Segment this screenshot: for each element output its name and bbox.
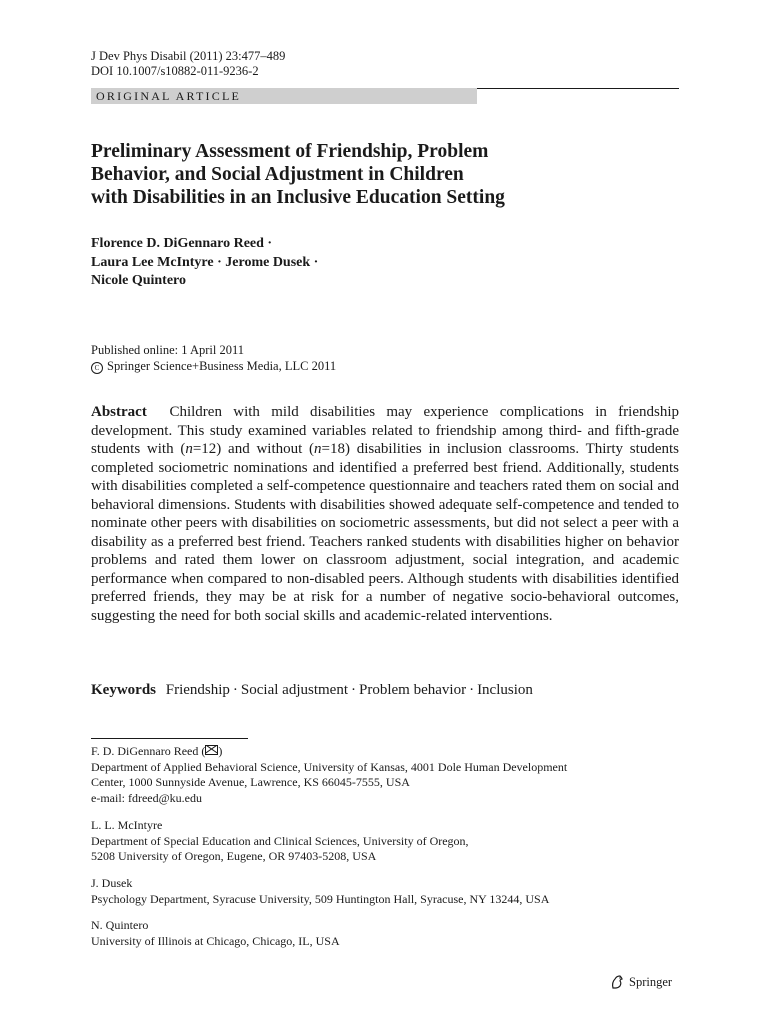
- footnote-affiliation: 5208 University of Oregon, Eugene, OR 97403-5208, USA: [91, 849, 377, 863]
- author-line: Nicole Quintero: [91, 273, 187, 288]
- footnote-name: L. L. McIntyre: [91, 818, 163, 832]
- author-line: Laura Lee McIntyre · Jerome Dusek ·: [91, 254, 319, 270]
- keyword: Social adjustment: [240, 682, 348, 698]
- author-line: Florence D. DiGennaro Reed ·: [91, 236, 273, 251]
- footnote-author-3: [91, 876, 691, 907]
- keyword-separator: ·: [232, 682, 238, 698]
- abstract-text: Children with mild disabilities may experience complications in friendship development. This study examined variables related to friendship among third- and fifth-grade students with (: [91, 404, 679, 457]
- abstract: [91, 403, 679, 625]
- keyword-separator: ·: [469, 682, 475, 698]
- keywords-heading: Keywords: [91, 682, 156, 698]
- footnote-affiliation: Psychology Department, Syracuse University, 509 Huntington Hall, Syracuse, NY 13244, USA: [91, 891, 550, 906]
- springer-horse-icon: [609, 974, 625, 990]
- title-line: Behavior, and Social Adjustment in Children: [91, 164, 464, 185]
- footnote-author-1: [91, 744, 691, 806]
- keywords: [91, 681, 533, 699]
- footnote-author-2: [91, 818, 691, 865]
- keyword: Problem behavior: [359, 682, 467, 698]
- footnote-affiliation: Center, 1000 Sunnyside Avenue, Lawrence, KS 66045-7555, USA: [91, 775, 410, 789]
- paper-title: [91, 140, 651, 209]
- envelope-icon: [205, 745, 218, 755]
- keyword: Inclusion: [477, 682, 533, 698]
- footnote-name-text: F. D. DiGennaro Reed (: [91, 744, 206, 758]
- journal-citation: J Dev Phys Disabil (2011) 23:477–489: [91, 49, 286, 63]
- header-rule: [477, 88, 679, 89]
- publisher-name: Springer: [629, 975, 673, 989]
- footnote-affiliation: Department of Special Education and Clinical Sciences, University of Oregon,: [91, 833, 469, 848]
- abstract-heading: Abstract: [91, 404, 147, 420]
- keyword-separator: ·: [351, 682, 356, 698]
- footnote-name-close: ): [218, 744, 223, 758]
- abstract-text: =18) disabilities in inclusion classrooms. Thirty students completed sociometric nominations and identified a preferred best friend. Additionally, students with disabilities completed a self-competence questionnaire and teachers rated them on social and behavioral dimensions. Students with disabilities showed adequate self-competence and tended to nominate other peers with disabilities on sociometric assessments, but did not select a peer with a disability as a preferred best friend. Teachers ranked students with disabilities higher on behavior problems and rated them lower on classroom adjustment, social integration, and academic performance when compared to non-disabled peers. Although students with disabilities identified preferred friends, they may be at risk for a number of negative socio-behavioral outcomes, suggesting the need for both social skills and academic-related interventions.: [91, 441, 679, 624]
- publisher-logo: [609, 974, 672, 990]
- footnote-affiliation: Department of Applied Behavioral Science, University of Kansas, 4001 Dole Human Development: [91, 759, 568, 774]
- publication-info: [91, 343, 336, 374]
- keyword: Friendship: [165, 682, 230, 698]
- footnote-email[interactable]: e-mail: fdreed@ku.edu: [91, 790, 203, 805]
- title-line: Preliminary Assessment of Friendship, Problem: [91, 141, 489, 162]
- footnote-name: [91, 744, 691, 760]
- copyright-text: Springer Science+Business Media, LLC 2011: [107, 358, 337, 373]
- author-list: [91, 235, 318, 291]
- abstract-text: =12) and without (: [192, 441, 315, 457]
- copyright-icon: C: [91, 362, 103, 374]
- footnote-name: N. Quintero: [91, 918, 149, 932]
- abstract-variable: n: [185, 441, 193, 457]
- footnote-name: J. Dusek: [91, 876, 133, 890]
- footnote-affiliation: University of Illinois at Chicago, Chicago, IL, USA: [91, 933, 340, 948]
- abstract-variable: n: [314, 441, 322, 457]
- footnote-rule: [91, 738, 248, 739]
- copyright-line: [91, 359, 336, 375]
- title-line: with Disabilities in an Inclusive Education Setting: [91, 187, 505, 208]
- doi: DOI 10.1007/s10882-011-9236-2: [91, 64, 259, 78]
- article-type-label: ORIGINAL ARTICLE: [96, 89, 242, 103]
- footnote-author-4: [91, 918, 691, 949]
- published-date: Published online: 1 April 2011: [91, 343, 245, 357]
